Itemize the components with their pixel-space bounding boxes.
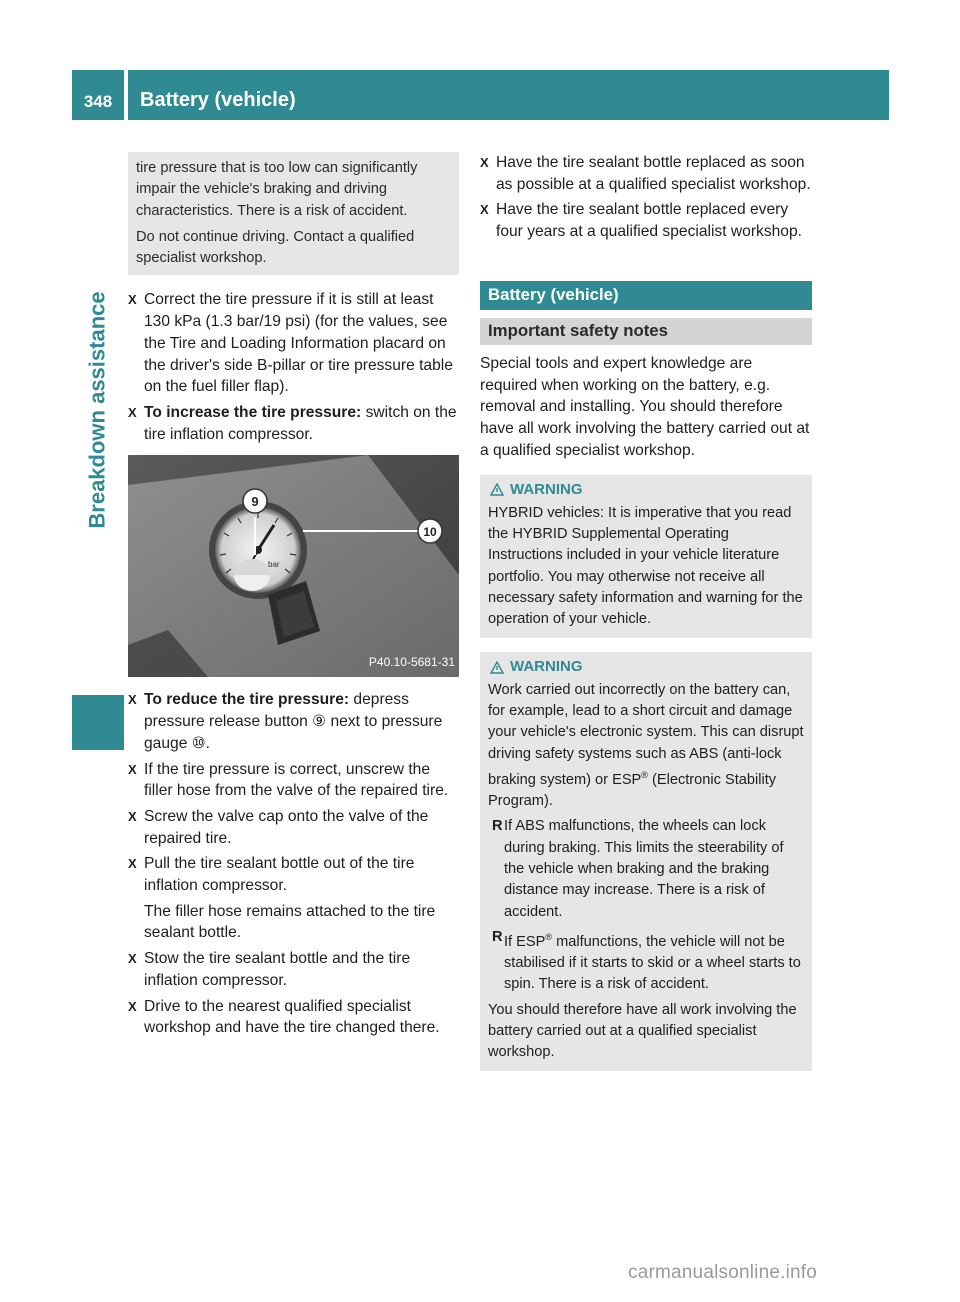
step-marker-icon: X <box>128 951 137 967</box>
warning-bullet <box>488 927 804 996</box>
warning-bullet <box>488 816 804 922</box>
chapter-tab-marker <box>72 695 124 750</box>
warning-title-text: WARNING <box>510 481 583 499</box>
warning-continuation-box <box>128 152 459 275</box>
step-marker-icon: X <box>128 292 137 308</box>
step-marker-icon: X <box>128 808 137 824</box>
step-marker-icon: X <box>128 856 137 872</box>
step-text: Pull the tire sealant bottle out of the tire inflation compressor. <box>144 855 415 895</box>
page-header <box>72 70 889 120</box>
warning-title-text: WARNING <box>510 658 583 676</box>
warning-text: Do not continue driving. Contact a qualified specialist workshop. <box>136 228 415 267</box>
instruction-step <box>128 948 459 991</box>
warning-box-battery <box>480 652 812 1071</box>
step-marker-icon: X <box>480 155 489 170</box>
watermark: carmanualsonline.info <box>628 1262 818 1283</box>
step-note: The filler hose remains attached to the tire sealant bottle. <box>144 902 436 942</box>
compressor-figure <box>128 455 459 677</box>
bullet-text: If ESP® malfunctions, the vehicle will not be stabilised if it starts to skid or a wheel starts to spin. There is a risk of accident. <box>504 931 801 993</box>
step-text: Screw the valve cap onto the valve of the repaired tire. <box>144 807 429 847</box>
right-column <box>480 152 812 1085</box>
left-column <box>128 152 459 1043</box>
instruction-step <box>128 689 459 754</box>
step-text: If the tire pressure is correct, unscrew the filler hose from the valve of the repaired tire. <box>144 760 449 800</box>
warning-text: tire pressure that is too low can significantly impair the vehicle's braking and driving characteristics. There is a risk of accident. <box>136 160 418 219</box>
step-text: depress pressure release button ⑨ next to pressure gauge ⑩. <box>144 691 443 752</box>
callout-9: 9 <box>251 494 259 510</box>
section-title: Battery (vehicle) <box>128 70 889 120</box>
instruction-step <box>128 996 459 1039</box>
section-heading: Battery (vehicle) <box>480 281 812 310</box>
warning-closing: You should therefore have all work involving the battery carried out at a qualified specialist workshop. <box>488 1001 797 1061</box>
warning-triangle-icon <box>490 661 504 674</box>
step-bold-label: To increase the tire pressure: <box>144 404 362 421</box>
body-paragraph: Special tools and expert knowledge are required when working on the battery, e.g. removal and installing. You should therefore have all work involving the battery carried out at a qualified specialist workshop. <box>480 354 810 459</box>
callout-10: 10 <box>423 525 437 540</box>
step-marker-icon: X <box>480 202 489 218</box>
chapter-sidebar <box>72 125 124 750</box>
instruction-step <box>480 199 812 242</box>
compressor-illustration <box>128 455 459 677</box>
step-marker-icon: X <box>128 761 137 777</box>
warning-text: Work carried out incorrectly on the battery can, for example, lead to a short circuit and damage your vehicle's electronic system. This can disrupt driving safety systems such as ABS (anti-lock braking system) or ESP® (Electronic Stability Program). <box>488 681 804 810</box>
step-text: Drive to the nearest qualified specialist workshop and have the tire changed there. <box>144 997 440 1037</box>
step-bold-label: To reduce the tire pressure: <box>144 691 350 709</box>
step-text: Stow the tire sealant bottle and the tire inflation compressor. <box>144 950 411 989</box>
step-marker-icon: X <box>128 692 137 708</box>
instruction-step <box>128 289 459 398</box>
warning-text: HYBRID vehicles: It is imperative that you read the HYBRID Supplemental Operating Instructions included in your vehicle literature portfolio. You may otherwise not receive all necessary safety information and warning for the operation of your vehicle. <box>488 504 803 628</box>
instruction-step <box>128 806 459 849</box>
bullet-marker-icon: R <box>492 928 503 945</box>
warning-triangle-icon <box>490 483 504 496</box>
chapter-label: Breakdown assistance <box>85 291 111 529</box>
instruction-step <box>480 152 812 195</box>
page-number: 348 <box>72 70 124 120</box>
warning-title <box>488 479 804 500</box>
subsection-heading: Important safety notes <box>480 318 812 345</box>
step-marker-icon: X <box>128 405 137 420</box>
warning-title <box>488 656 804 677</box>
step-marker-icon: X <box>128 998 137 1014</box>
bullet-text: If ABS malfunctions, the wheels can lock during braking. This limits the steerability of the vehicle when braking and the braking distance may increase. There is a risk of accident. <box>504 818 784 920</box>
gauge-unit: bar <box>268 560 280 570</box>
instruction-step <box>128 759 459 802</box>
instruction-step <box>128 402 459 445</box>
step-text: Correct the tire pressure if it is still at least 130 kPa (1.3 bar/19 psi) (for the values, see the Tire and Loading Information placard on the driver's side B-pillar or tire pressure table on the fuel filler flap). <box>144 291 453 396</box>
bullet-marker-icon: R <box>492 818 503 835</box>
figure-code: P40.10-5681-31 <box>368 654 455 669</box>
warning-box-hybrid <box>480 475 812 638</box>
step-text: Have the tire sealant bottle replaced every four years at a qualified specialist workshop. <box>496 201 802 241</box>
step-text: Have the tire sealant bottle replaced as soon as possible at a qualified specialist workshop. <box>496 154 811 193</box>
step-text: switch on the tire inflation compressor. <box>144 404 457 443</box>
instruction-step <box>128 853 459 896</box>
